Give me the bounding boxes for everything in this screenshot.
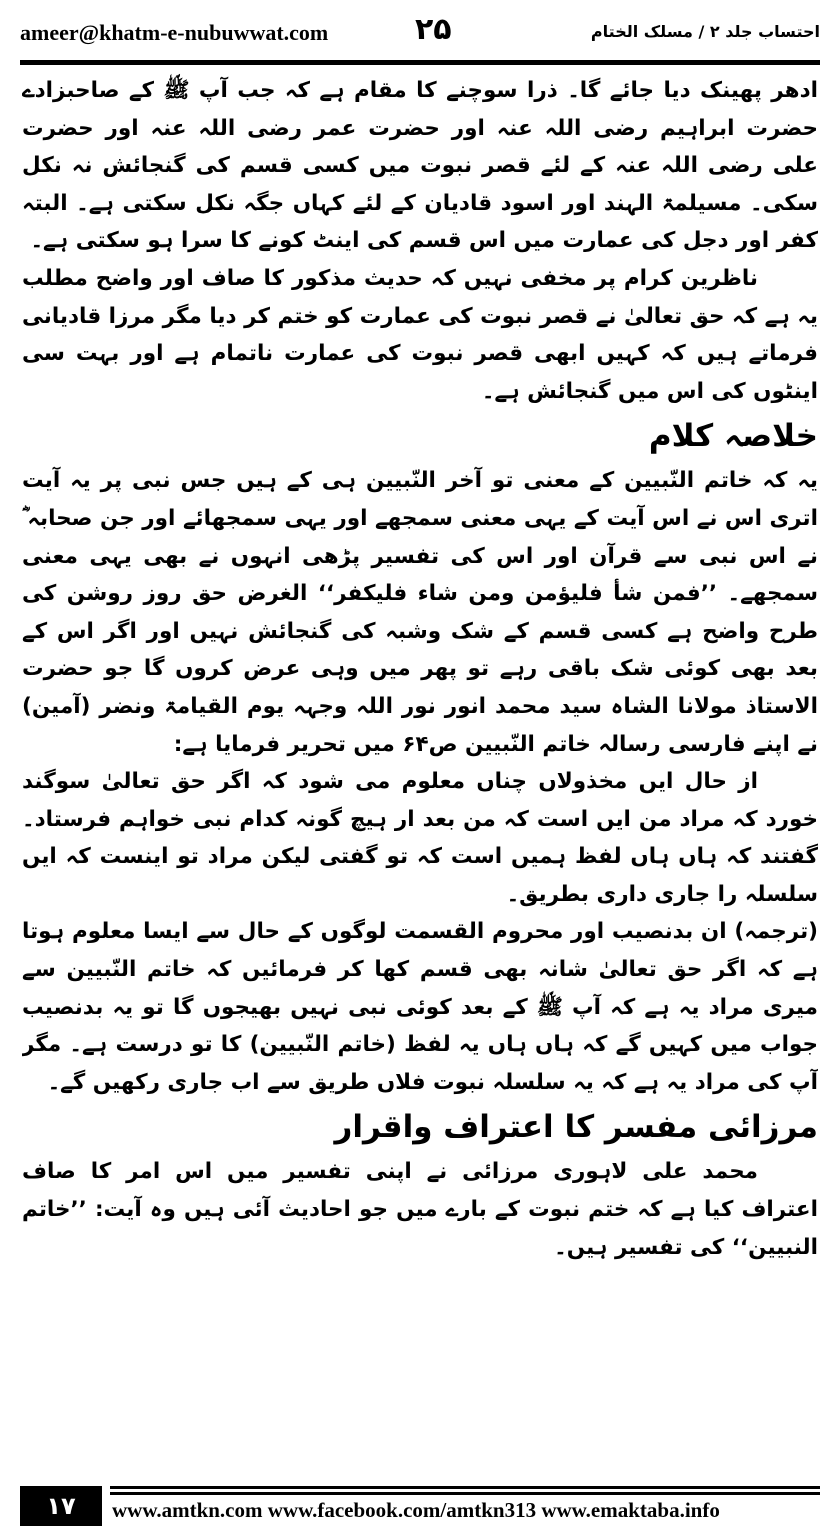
- paragraph-3: یہ کہ خاتم النّبیین کے معنی تو آخر النّبیین ہی کے ہیں جس نبی پر یہ آیت اتری اس نے اس آیت کے یہی معنی سمجھے اور یہی سمجھائے اور جن صحابہ ؓ نے اس نبی سے قرآن اور اس کی تفسیر پڑھی انہوں نے بھی یہی معنی سمجھے۔ ’’فمن شأ فلیؤمن ومن شاء فلیکفر‘‘ الغرض حق روز روشن کی طرح واضح ہے کسی قسم کے شک وشبہ کی گنجائش نہیں اور اگر اس کے بعد بھی کوئی شک باقی رہے تو پھر میں وہی عرض کروں گا جو حضرت الاستاذ مولانا الشاہ سید محمد انور نور اللہ وجہہ یوم القیامۃ ونضر (آمین) نے اپنے فارسی رسالہ خاتم النّبیین ص۶۴ میں تحریر فرمایا ہے:: [22, 468, 818, 757]
- footer-page-marker: ۱۷: [20, 1486, 102, 1526]
- section-heading-mirzai: مرزائی مفسر کا اعتراف واقرار: [334, 1109, 818, 1146]
- book-title: احتساب جلد ۲ / مسلک الختام: [590, 22, 820, 41]
- page-number: ۲۵: [415, 12, 452, 47]
- header-rule: [20, 60, 820, 65]
- page-body: [22, 72, 818, 1467]
- footer-websites: www.amtkn.com www.facebook.com/amtkn313 www.emaktaba.info: [112, 1498, 720, 1522]
- page-header: [20, 14, 820, 54]
- page-footer: [20, 1486, 820, 1530]
- paragraph-5-translation: (ترجمہ) ان بدنصیب اور محروم القسمت لوگوں کے حال سے ایسا معلوم ہوتا ہے کہ اگر حق تعالیٰ شانہ بھی قسم کھا کر فرمائیں کہ خاتم النّبیین سے میری مراد یہ ہے کہ آپ ﷺ کے بعد کوئی نبی نہیں بھیجوں گا تو یہ بدنصیب جواب میں کہیں گے کہ ہاں ہاں یہ لفظ (خاتم النّبیین) کا تو درست ہے۔ مگر آپ کی مراد یہ ہے کہ یہ سلسلہ نبوت فلاں طریق سے اب جاری رکھیں گے۔: [22, 919, 818, 1095]
- paragraph-6: محمد علی لاہوری مرزائی نے اپنی تفسیر میں اس امر کا صاف اعتراف کیا ہے کہ ختم نبوت کے بارے میں جو احادیث آئی ہیں وہ آیت: ’’خاتم النبیین‘‘ کی تفسیر ہیں۔: [22, 1159, 818, 1260]
- paragraph-4-persian-quote: از حال ایں مخذولاں چناں معلوم می شود کہ اگر حق تعالیٰ سوگند خورد کہ مراد من ایں است کہ من بعد ار ہیچ گونہ کدام نبی خواہم فرستاد۔ گفتند کہ ہاں ہاں لفظ ہمیں است کہ تو گفتی لیکن مراد تو اینست کہ ایں سلسلہ را جاری داری بطریق۔: [22, 769, 818, 907]
- paragraph-2: ناظرین کرام پر مخفی نہیں کہ حدیث مذکور کا صاف اور واضح مطلب یہ ہے کہ حق تعالیٰ نے قصر نبوت کی عمارت کو ختم کر دیا مگر مرزا قادیانی فرماتے ہیں کہ کہیں ابھی قصر نبوت کی عمارت ناتمام ہے اور بہت سی اینٹوں کی اس میں گنجائش ہے۔: [22, 265, 818, 404]
- footer-rules: [110, 1486, 820, 1495]
- email-address: ameer@khatm-e-nubuwwat.com: [20, 20, 329, 45]
- paragraph-1: ادھر پھینک دیا جائے گا۔ ذرا سوچنے کا مقام ہے کہ جب آپ ﷺ کے صاحبزادے حضرت ابراہیم رضی اللہ عنہ اور حضرت عمر رضی اللہ عنہ اور حضرت علی رضی اللہ عنہ کے لئے قصر نبوت میں کسی قسم کی گنجائش نہ نکل سکی۔ مسیلمۃ الہند اور اسود قادیان کے لئے کہاں جگہ نکل سکتی ہے۔ البتہ کفر اور دجل کی عمارت میں اس قسم کی اینٹ کونے کا سرا ہو سکتی ہے۔: [22, 78, 818, 254]
- section-heading-summary: خلاصہ کلام: [648, 418, 818, 455]
